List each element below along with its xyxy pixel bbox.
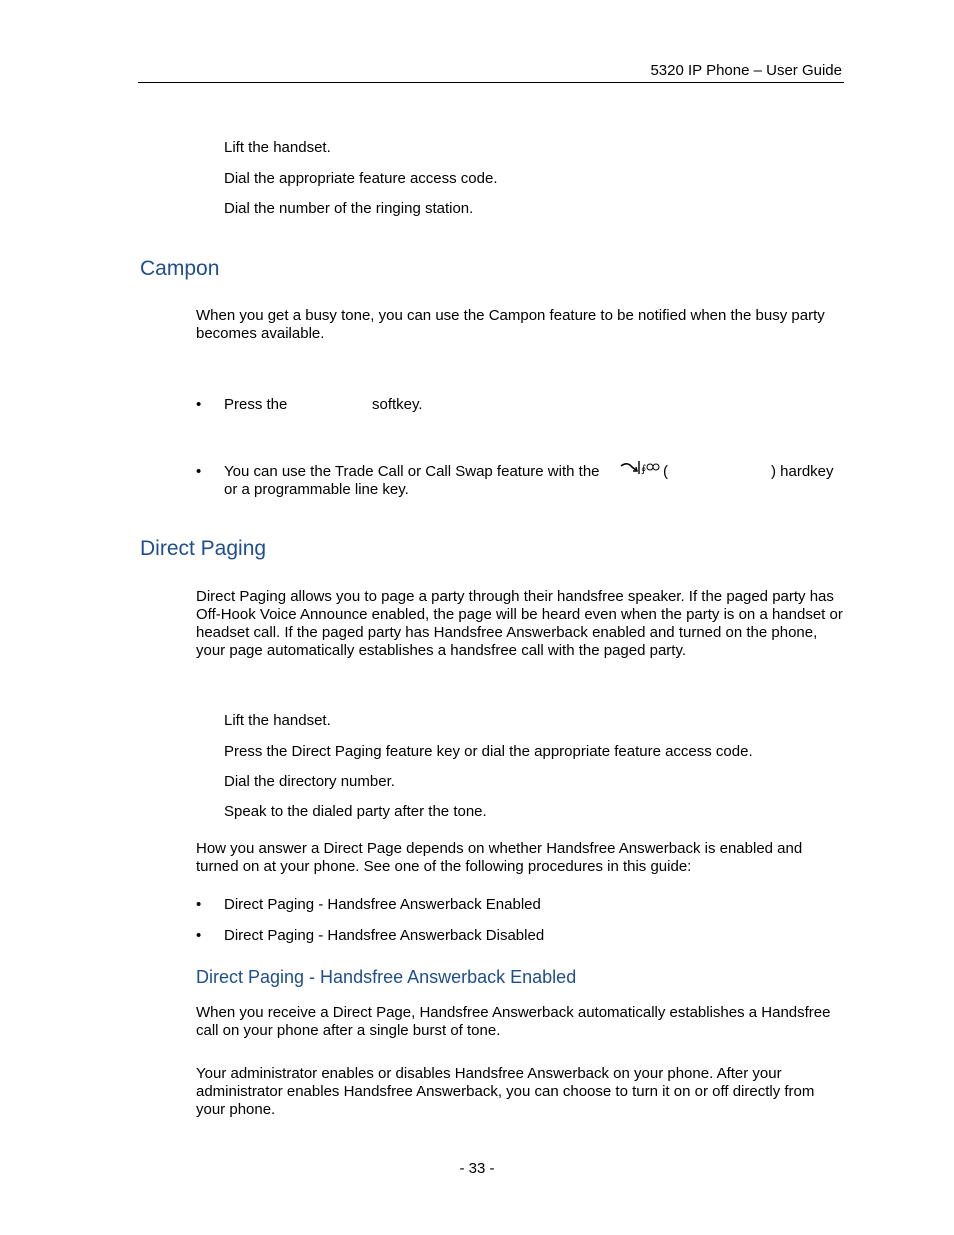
answerback-enabled-para-1: When you receive a Direct Page, Handsfree Answerback automatically establishes a Handsfree call on your phone after a single burst of tone. [196, 1004, 831, 1039]
campon-bullet-2-suffix: ) hardkey [771, 463, 834, 480]
direct-paging-answer-text: How you answer a Direct Page depends on whether Handsfree Answerback is enabled and turned on at your phone. See one of the following procedures in this guide: [196, 840, 803, 875]
campon-bullet-2-line2: or a programmable line key. [224, 481, 409, 498]
campon-description: When you get a busy tone, you can use the Campon feature to be notified when the busy party becomes available. [196, 307, 825, 342]
direct-paging-step-3: Dial the directory number. [224, 773, 395, 790]
page-number: - 33 - [459, 1160, 495, 1177]
campon-heading: Campon [140, 257, 220, 280]
header-rule [138, 82, 844, 83]
intro-step-3: Dial the number of the ringing station. [224, 200, 474, 217]
direct-paging-step-4: Speak to the dialed party after the tone. [224, 803, 487, 820]
campon-bullet-2-prefix: You can use the Trade Call or Call Swap feature with the [224, 463, 600, 480]
trade-call-swap-icon [620, 460, 660, 478]
direct-paging-description: Direct Paging allows you to page a party through their handsfree speaker. If the paged party has Off-Hook Voice Announce enabled, the page will be heard even when the party is on a handset or headset call. If the paged party has Handsfree Answerback enabled and turned on the phone, your page automatically establishes a handsfree call with the paged party. [196, 588, 843, 659]
running-header: 5320 IP Phone – User Guide [650, 62, 842, 79]
intro-step-2: Dial the appropriate feature access code. [224, 170, 498, 187]
answerback-enabled-para-2: Your administrator enables or disables Handsfree Answerback on your phone. After your administrator enables Handsfree Answerback, you can choose to turn it on or off directly from your phone. [196, 1065, 815, 1118]
direct-paging-step-2: Press the Direct Paging feature key or dial the appropriate feature access code. [224, 743, 753, 760]
campon-bullet-2-open: ( [663, 463, 668, 480]
answerback-enabled-heading: Direct Paging - Handsfree Answerback Enabled [196, 967, 577, 987]
bullet-icon: • [196, 463, 202, 480]
bullet-icon: • [196, 396, 202, 413]
svg-text:∮: ∮ [641, 464, 647, 475]
link-answerback-disabled[interactable]: Direct Paging - Handsfree Answerback Disabled [224, 927, 545, 944]
link-answerback-enabled[interactable]: Direct Paging - Handsfree Answerback Enabled [224, 896, 541, 913]
campon-bullet-1-prefix: Press the [224, 396, 288, 413]
intro-step-1: Lift the handset. [224, 139, 331, 156]
campon-bullet-1-suffix: softkey. [372, 396, 423, 413]
direct-paging-step-1: Lift the handset. [224, 712, 331, 729]
bullet-icon: • [196, 896, 202, 913]
direct-paging-heading: Direct Paging [140, 537, 267, 560]
bullet-icon: • [196, 927, 202, 944]
